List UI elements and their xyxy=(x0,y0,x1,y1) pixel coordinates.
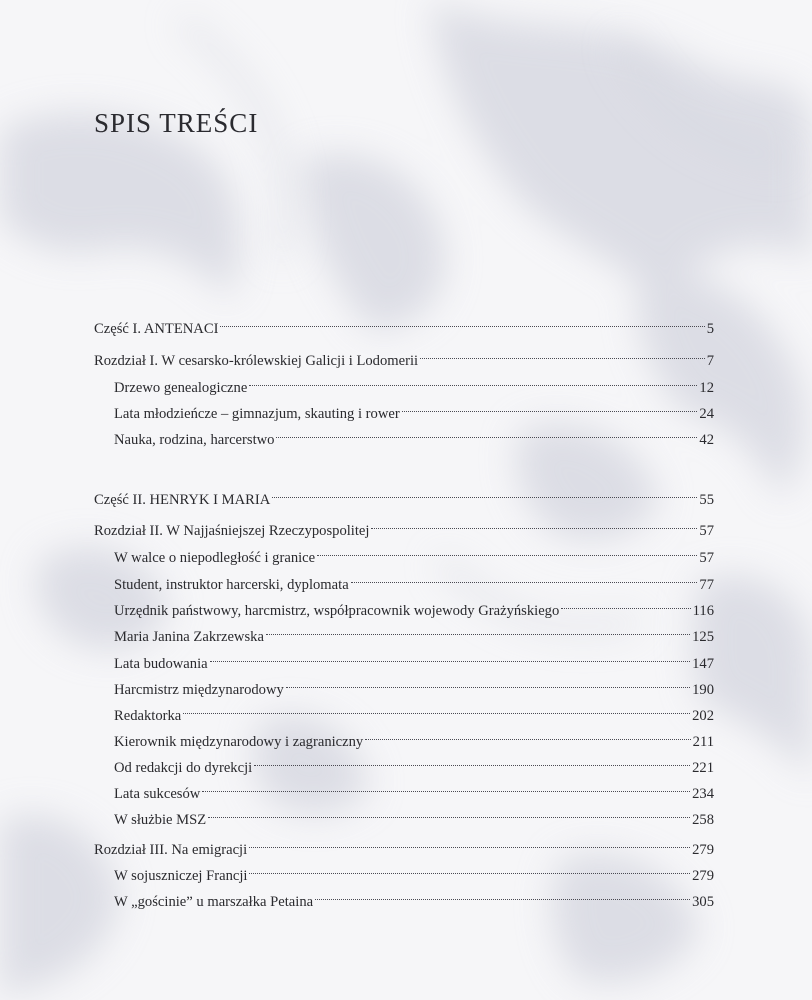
toc-entry-page: 12 xyxy=(699,380,714,396)
toc-entry-page: 211 xyxy=(692,734,714,750)
toc-entry[interactable] xyxy=(94,481,714,508)
toc-entry[interactable] xyxy=(114,395,714,422)
dot-leader xyxy=(272,475,697,498)
toc-entry[interactable] xyxy=(114,775,714,802)
toc-entry-title: Nauka, rodzina, harcerstwo xyxy=(114,432,275,448)
toc-entry[interactable] xyxy=(114,539,714,566)
toc-entry-page: 202 xyxy=(692,708,714,724)
toc-entry[interactable] xyxy=(114,618,714,645)
toc-entry-title: Urzędnik państwowy, harcmistrz, współpracownik wojewody Grażyńskiego xyxy=(114,603,560,619)
dot-leader xyxy=(315,877,690,900)
toc-entry-title: Rozdział I. W cesarsko-królewskiej Galicji i Lodomerii xyxy=(94,353,419,369)
dot-leader xyxy=(220,304,704,327)
toc-entry-page: 305 xyxy=(692,894,714,910)
dot-leader xyxy=(249,825,690,848)
toc-entry-title: Część II. HENRYK I MARIA xyxy=(94,492,271,508)
dot-leader xyxy=(276,415,697,438)
toc-entry-title: W walce o niepodległość i granice xyxy=(114,550,316,566)
toc-entry[interactable] xyxy=(94,310,714,337)
toc-entry[interactable] xyxy=(114,566,714,593)
toc-entry-page: 279 xyxy=(692,842,714,858)
toc-entry-title: Od redakcji do dyrekcji xyxy=(114,760,253,776)
toc-entry-page: 5 xyxy=(706,321,714,337)
toc-entry-title: W „gościnie” u marszałka Petaina xyxy=(114,894,314,910)
toc-entry[interactable] xyxy=(114,723,714,750)
toc-entry-page: 116 xyxy=(692,603,714,619)
dot-leader xyxy=(249,851,690,874)
toc-entry-page: 57 xyxy=(699,550,714,566)
toc-entry-title: Lata budowania xyxy=(114,656,208,672)
toc-entry-title: W sojuszniczej Francji xyxy=(114,868,248,884)
toc-entry-page: 190 xyxy=(692,682,714,698)
toc-entry[interactable] xyxy=(114,801,714,828)
toc-entry[interactable] xyxy=(114,857,714,884)
toc-entry-title: Lata młodzieńcze – gimnazjum, skauting i rower xyxy=(114,406,400,422)
toc-entry-page: 279 xyxy=(692,868,714,884)
toc-entry[interactable] xyxy=(114,421,714,448)
toc-entry-title: Redaktorka xyxy=(114,708,182,724)
toc-entry-title: Lata sukcesów xyxy=(114,786,201,802)
toc-entry-title: Rozdział III. Na emigracji xyxy=(94,842,248,858)
toc-entry-page: 77 xyxy=(699,577,714,593)
dot-leader xyxy=(286,665,690,688)
toc-entry[interactable] xyxy=(114,671,714,698)
toc-entry-page: 125 xyxy=(692,629,714,645)
toc-entry[interactable] xyxy=(114,592,714,619)
toc-entry[interactable] xyxy=(114,697,714,724)
dot-leader xyxy=(266,612,690,635)
toc-entry-page: 7 xyxy=(706,353,714,369)
dot-leader xyxy=(208,795,690,818)
toc-entry[interactable] xyxy=(114,883,714,910)
dot-leader xyxy=(183,691,690,714)
toc-entry[interactable] xyxy=(94,831,714,858)
toc-entry-page: 42 xyxy=(699,432,714,448)
toc-entry-page: 24 xyxy=(699,406,714,422)
toc-entry-title: Część I. ANTENACI xyxy=(94,321,219,337)
toc-entry-title: Maria Janina Zakrzewska xyxy=(114,629,264,645)
dot-leader xyxy=(371,506,697,529)
toc-entry[interactable] xyxy=(94,342,714,369)
toc-entry-page: 147 xyxy=(692,656,714,672)
dot-leader xyxy=(202,769,690,792)
page-title: SPIS TREŚCI xyxy=(94,108,259,138)
dot-leader xyxy=(420,336,705,359)
toc-entry-title: Harcmistrz międzynarodowy xyxy=(114,682,284,698)
dot-leader xyxy=(210,639,691,662)
toc-entry-title: Drzewo genealogiczne xyxy=(114,380,248,396)
dot-leader xyxy=(254,743,690,766)
dot-leader xyxy=(249,363,697,386)
toc-entry-title: W służbie MSZ xyxy=(114,812,207,828)
toc-entry-title: Rozdział II. W Najjaśniejszej Rzeczypospolitej xyxy=(94,523,370,539)
toc-entry-page: 55 xyxy=(699,492,714,508)
dot-leader xyxy=(402,389,698,412)
toc-entry-title: Student, instruktor harcerski, dyplomata xyxy=(114,577,349,593)
toc-entry[interactable] xyxy=(94,512,714,539)
toc-entry-title: Kierownik międzynarodowy i zagraniczny xyxy=(114,734,364,750)
toc-entry-page: 234 xyxy=(692,786,714,802)
toc-entry-page: 258 xyxy=(692,812,714,828)
toc-entry-page: 57 xyxy=(699,523,714,539)
dot-leader xyxy=(351,560,698,583)
dot-leader xyxy=(365,717,690,740)
dot-leader xyxy=(561,586,690,609)
toc-entry[interactable] xyxy=(114,749,714,776)
toc-entry-page: 221 xyxy=(692,760,714,776)
toc-entry[interactable] xyxy=(114,645,714,672)
dot-leader xyxy=(317,533,697,556)
toc-entry[interactable] xyxy=(114,369,714,396)
